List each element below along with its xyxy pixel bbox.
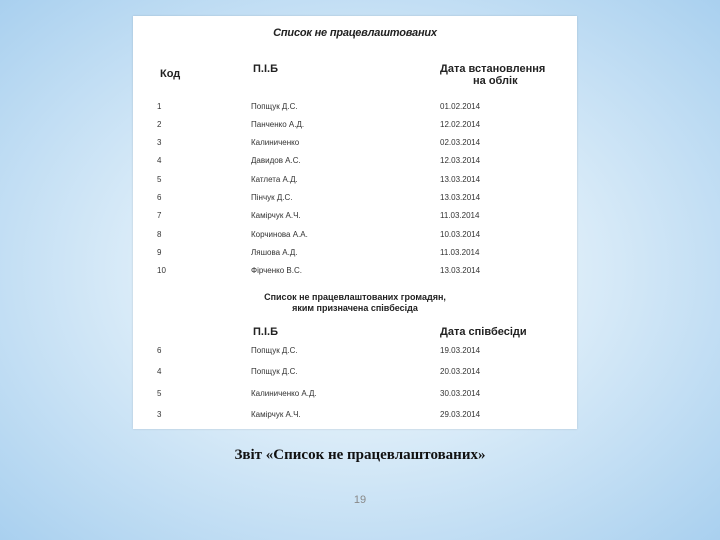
header-name: П.І.Б: [253, 63, 278, 75]
cell-code: 6: [157, 193, 162, 202]
table-row: [133, 175, 577, 189]
interview-title-line1: Список не працевлаштованих громадян,: [264, 292, 446, 302]
cell-code: 9: [157, 248, 162, 257]
table-row: [133, 120, 577, 134]
cell-name: Камірчук А.Ч.: [251, 410, 301, 419]
cell-name: Катлета А.Д.: [251, 175, 298, 184]
table-row: [133, 248, 577, 262]
cell-code: 1: [157, 102, 162, 111]
cell-name: Попщук Д.С.: [251, 367, 298, 376]
table-row: [133, 211, 577, 225]
cell-code: 4: [157, 367, 162, 376]
table-row: [133, 230, 577, 244]
report-title: Список не працевлаштованих: [273, 27, 437, 39]
cell-code: 5: [157, 175, 162, 184]
cell-name: Панченко А.Д.: [251, 120, 305, 129]
cell-code: 7: [157, 211, 162, 220]
cell-date: 13.03.2014: [440, 266, 481, 275]
cell-name: Корчинова А.А.: [251, 230, 308, 239]
cell-name: Калиниченко А.Д.: [251, 389, 317, 398]
cell-code: 4: [157, 156, 162, 165]
cell-code: 3: [157, 410, 162, 419]
cell-code: 5: [157, 389, 162, 398]
table-row: [133, 367, 577, 381]
cell-name: Фірченко В.С.: [251, 266, 302, 275]
cell-date: 30.03.2014: [440, 389, 481, 398]
page-number: 19: [353, 494, 367, 506]
cell-date: 10.03.2014: [440, 230, 481, 239]
table-row: [133, 346, 577, 360]
table-row: [133, 138, 577, 152]
table-row: [133, 102, 577, 116]
cell-code: 2: [157, 120, 162, 129]
cell-name: Калиниченко: [251, 138, 300, 147]
interview-header-name: П.І.Б: [253, 326, 278, 338]
cell-date: 11.03.2014: [440, 211, 480, 220]
cell-name: Попщук Д.С.: [251, 346, 298, 355]
interview-title: [133, 292, 577, 314]
cell-name: Давидов А.С.: [251, 156, 301, 165]
cell-date: 19.03.2014: [440, 346, 481, 355]
interview-title-line2: яким призначена співбесіда: [292, 303, 418, 313]
cell-date: 12.02.2014: [440, 120, 481, 129]
cell-date: 13.03.2014: [440, 193, 481, 202]
table-row: [133, 266, 577, 280]
cell-code: 10: [157, 266, 166, 275]
cell-date: 12.03.2014: [440, 156, 481, 165]
cell-date: 02.03.2014: [440, 138, 481, 147]
header-date-line1: Дата встановлення: [440, 63, 546, 75]
table-row: [133, 156, 577, 170]
cell-date: 01.02.2014: [440, 102, 481, 111]
interview-header-date: Дата співбесіди: [440, 326, 527, 338]
cell-code: 8: [157, 230, 162, 239]
cell-name: Попщук Д.С.: [251, 102, 298, 111]
table-row: [133, 389, 577, 403]
header-date-line2: на облік: [473, 75, 518, 87]
cell-code: 6: [157, 346, 162, 355]
cell-code: 3: [157, 138, 162, 147]
report-sheet: [133, 16, 577, 429]
cell-name: Камірчук А.Ч.: [251, 211, 301, 220]
table-row: [133, 193, 577, 207]
table-row: [133, 410, 577, 424]
slide-caption: Звіт «Список не працевлаштованих»: [234, 447, 486, 463]
cell-name: Пінчук Д.С.: [251, 193, 293, 202]
cell-date: 20.03.2014: [440, 367, 481, 376]
cell-date: 13.03.2014: [440, 175, 481, 184]
cell-date: 11.03.2014: [440, 248, 480, 257]
cell-date: 29.03.2014: [440, 410, 481, 419]
cell-name: Ляшова А.Д.: [251, 248, 298, 257]
header-code: Код: [160, 68, 181, 80]
